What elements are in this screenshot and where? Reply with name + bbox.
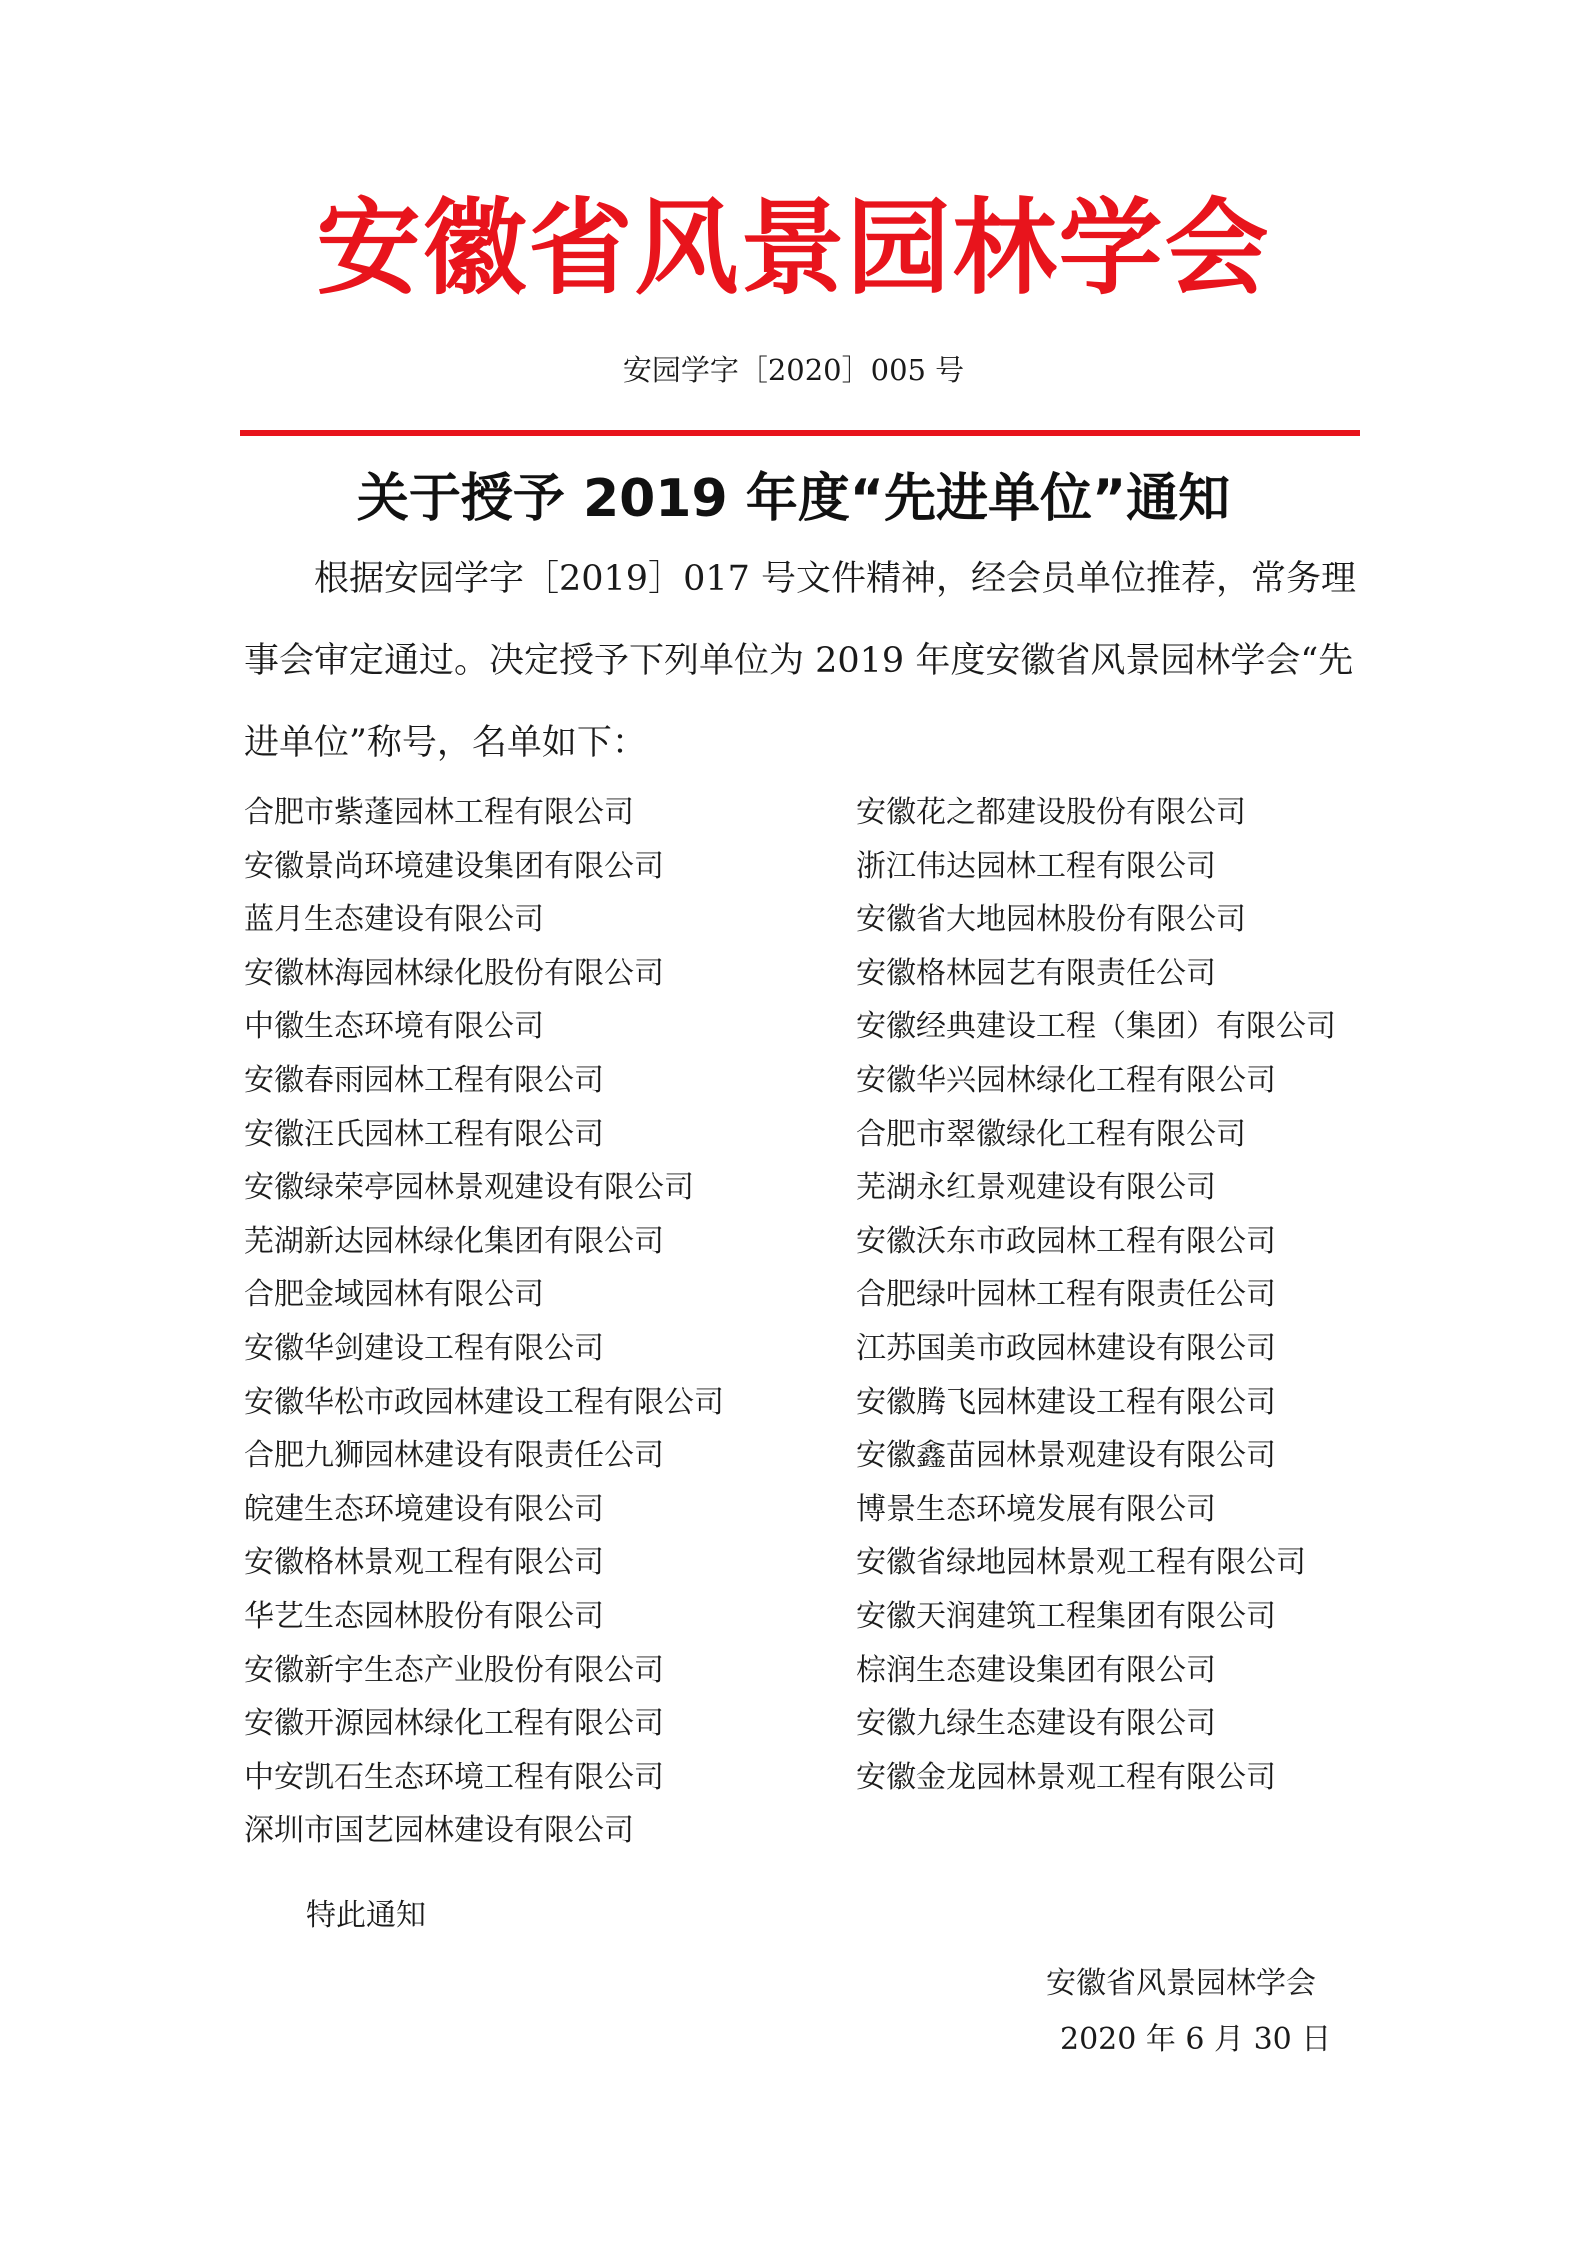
list-item: 安徽鑫苗园林景观建设有限公司	[856, 1438, 1276, 1474]
list-item: 安徽省绿地园林景观工程有限公司	[856, 1545, 1306, 1581]
list-item: 安徽花之都建设股份有限公司	[856, 795, 1246, 830]
signatory-organization: 安徽省风景园林学会	[1046, 1966, 1316, 2001]
list-item: 江苏国美市政园林建设有限公司	[856, 1330, 1276, 1366]
list-item: 安徽开源园林绿化工程有限公司	[244, 1706, 664, 1742]
list-item: 华艺生态园林股份有限公司	[244, 1598, 604, 1634]
closing-remark: 特此通知	[306, 1898, 426, 1933]
list-item: 安徽华剑建设工程有限公司	[244, 1330, 604, 1366]
list-item: 安徽金龙园林景观工程有限公司	[856, 1759, 1276, 1795]
units-left-column	[244, 786, 724, 1858]
list-item: 合肥市翠徽绿化工程有限公司	[856, 1116, 1246, 1152]
list-item: 中安凯石生态环境工程有限公司	[244, 1759, 664, 1795]
list-item: 蓝月生态建设有限公司	[244, 902, 544, 938]
list-item: 安徽汪氏园林工程有限公司	[244, 1116, 604, 1152]
list-item: 安徽九绿生态建设有限公司	[856, 1706, 1216, 1742]
list-item: 安徽省大地园林股份有限公司	[856, 902, 1246, 938]
list-item: 安徽经典建设工程（集团）有限公司	[856, 1009, 1336, 1045]
list-item: 芜湖永红景观建设有限公司	[856, 1170, 1216, 1206]
list-item: 安徽华松市政园林建设工程有限公司	[244, 1384, 724, 1420]
list-item: 安徽林海园林绿化股份有限公司	[244, 955, 664, 991]
list-item: 深圳市国艺园林建设有限公司	[244, 1813, 634, 1849]
list-item: 安徽华兴园林绿化工程有限公司	[856, 1062, 1276, 1098]
document-number: 安园学字［2020］005 号	[622, 353, 965, 387]
award-units-list	[244, 786, 1360, 1886]
list-item: 安徽绿荣亭园林景观建设有限公司	[244, 1170, 694, 1206]
list-item: 合肥金域园林有限公司	[244, 1277, 544, 1313]
list-item: 芜湖新达园林绿化集团有限公司	[244, 1223, 664, 1259]
list-item: 合肥绿叶园林工程有限责任公司	[856, 1277, 1276, 1313]
list-item: 安徽腾飞园林建设工程有限公司	[856, 1384, 1276, 1420]
list-item: 皖建生态环境建设有限公司	[244, 1491, 604, 1527]
red-divider-line	[240, 430, 1360, 436]
list-item: 安徽格林景观工程有限公司	[244, 1545, 604, 1581]
list-item: 安徽天润建筑工程集团有限公司	[856, 1598, 1276, 1634]
intro-paragraph: 根据安园学字［2019］017 号文件精神，经会员单位推荐，常务理事会审定通过。决定授予下列单位为 2019 年度安徽省风景园林学会“先进单位”称号，名单如下：	[244, 559, 1357, 763]
list-item: 合肥市紫蓬园林工程有限公司	[244, 795, 634, 830]
list-item: 浙江伟达园林工程有限公司	[856, 848, 1216, 884]
list-item: 安徽春雨园林工程有限公司	[244, 1062, 604, 1098]
list-item: 安徽格林园艺有限责任公司	[856, 955, 1216, 991]
list-item: 安徽沃东市政园林工程有限公司	[856, 1223, 1276, 1259]
list-item: 博景生态环境发展有限公司	[856, 1491, 1216, 1527]
list-item: 棕润生态建设集团有限公司	[856, 1652, 1216, 1688]
organization-header-title: 安徽省风景园林学会	[316, 187, 1271, 309]
list-item: 安徽新宇生态产业股份有限公司	[244, 1652, 664, 1688]
units-right-column	[856, 786, 1336, 1804]
signature-date: 2020 年 6 月 30 日	[1060, 2022, 1332, 2057]
list-item: 中徽生态环境有限公司	[244, 1009, 544, 1045]
list-item: 安徽景尚环境建设集团有限公司	[244, 848, 664, 884]
list-item: 合肥九狮园林建设有限责任公司	[244, 1438, 664, 1474]
notice-title: 关于授予 2019 年度“先进单位”通知	[356, 469, 1231, 529]
